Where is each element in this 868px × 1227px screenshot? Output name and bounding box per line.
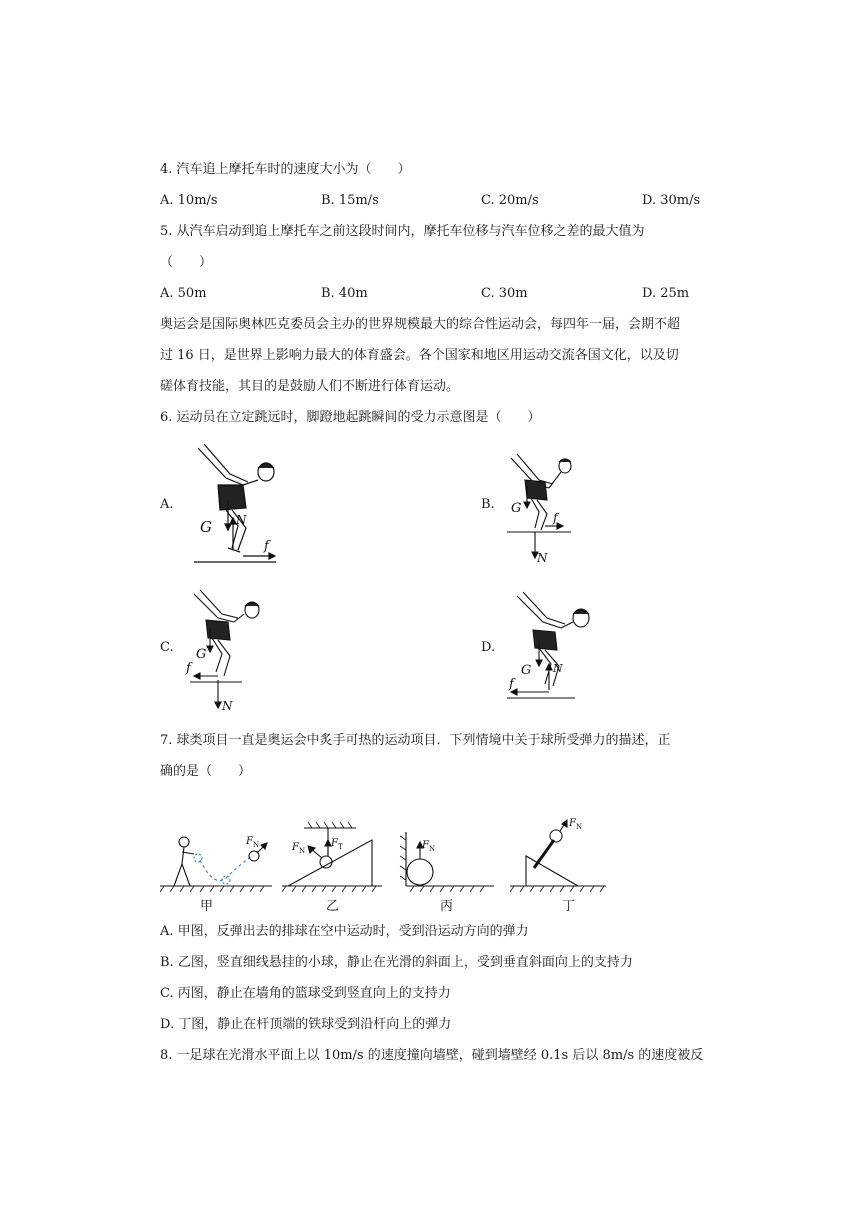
yi-ft-label: F (331, 838, 338, 849)
label-f: f (509, 677, 514, 692)
label-n: N (236, 513, 247, 527)
q5-stem: 5. 从汽车启动到追上摩托车之前这段时间内，摩托车位移与汽车位移之差的最大值为 (160, 224, 645, 239)
q5-option-d: D. 25m (642, 286, 690, 301)
q6-stem: 6. 运动员在立定跳远时，脚蹬地起跳瞬间的受力示意图是（ ） (160, 410, 541, 425)
q7-figures (160, 818, 610, 914)
bing-fn-sub: N (429, 845, 436, 853)
q7-stem-line-2: 确的是（ ） (160, 764, 252, 779)
figure-label-yi: 乙 (326, 899, 340, 914)
q6-figure-b (505, 452, 585, 567)
passage-line-1: 奥运会是国际奥林匹克委员会主办的世界规模最大的综合性运动会，每四年一届，会期不超 (160, 317, 681, 332)
figure-label-jia: 甲 (200, 899, 214, 914)
q6-figure-a (188, 440, 288, 570)
q4-option-b: B. 15m/s (321, 193, 379, 208)
q5-option-b: B. 40m (321, 286, 368, 301)
jia-fn-label: F (246, 836, 253, 847)
q4-option-c: C. 20m/s (481, 193, 539, 208)
ding-fn-label: F (569, 818, 576, 829)
passage-line-3: 磋体育技能，其目的是鼓励人们不断进行体育运动。 (160, 379, 460, 394)
q4-option-a: A. 10m/s (160, 193, 218, 208)
yi-ft-sub: T (338, 843, 343, 851)
figure-yi (282, 822, 382, 892)
q4-option-d: D. 30m/s (642, 193, 701, 208)
q7-option-b: B. 乙图，竖直细线悬挂的小球，静止在光滑的斜面上，受到垂直斜面向上的支持力 (160, 955, 633, 970)
label-n: N (537, 551, 548, 565)
label-f: f (186, 661, 191, 676)
q6-option-c: C. (160, 640, 174, 655)
q6-figure-c (182, 588, 272, 713)
q5-option-c: C. 30m (481, 286, 528, 301)
figure-ding (510, 820, 606, 892)
label-n: N (553, 662, 563, 675)
passage-line-2: 过 16 日，是世界上影响力最大的体育盛会。各个国家和地区用运动交流各国文化，以及切 (160, 348, 679, 363)
figure-label-bing: 丙 (440, 899, 454, 914)
q5-option-a: A. 50m (160, 286, 207, 301)
q6-figure-d (505, 590, 605, 710)
q5-stem-cont: （ ） (160, 255, 213, 270)
q7-option-a: A. 甲图，反弹出去的排球在空中运动时，受到沿运动方向的弹力 (160, 924, 529, 939)
ding-fn-sub: N (576, 823, 583, 831)
figure-bing (400, 832, 494, 892)
label-g: G (200, 518, 212, 536)
q6-option-a: A. (160, 497, 174, 512)
q7-stem-line-1: 7. 球类项目一直是奥运会中炙手可热的运动项目．下列情境中关于球所受弹力的描述，正 (160, 733, 671, 748)
label-n: N (222, 699, 233, 713)
q7-option-c: C. 丙图，静止在墙角的篮球受到竖直向上的支持力 (160, 986, 451, 1001)
label-f: f (264, 539, 269, 554)
label-g: G (511, 501, 522, 516)
q6-option-d: D. (481, 640, 496, 655)
bing-fn-label: F (422, 840, 429, 851)
q4-stem: 4. 汽车追上摩托车时的速度大小为（ ） (160, 162, 411, 177)
yi-fn-label: F (292, 842, 299, 853)
q7-option-d: D. 丁图，静止在杆顶端的铁球受到沿杆向上的弹力 (160, 1017, 452, 1032)
label-g: G (521, 663, 532, 678)
jia-fn-sub: N (253, 841, 260, 849)
figure-label-ding: 丁 (562, 899, 576, 914)
label-g: G (196, 647, 207, 662)
q6-option-b: B. (481, 497, 495, 512)
label-f: f (553, 511, 558, 525)
q8-stem: 8. 一足球在光滑水平面上以 10m/s 的速度撞向墙壁，碰到墙壁经 0.1s 后以 8m/s 的速度被反 (160, 1048, 704, 1063)
yi-fn-sub: N (299, 847, 306, 855)
